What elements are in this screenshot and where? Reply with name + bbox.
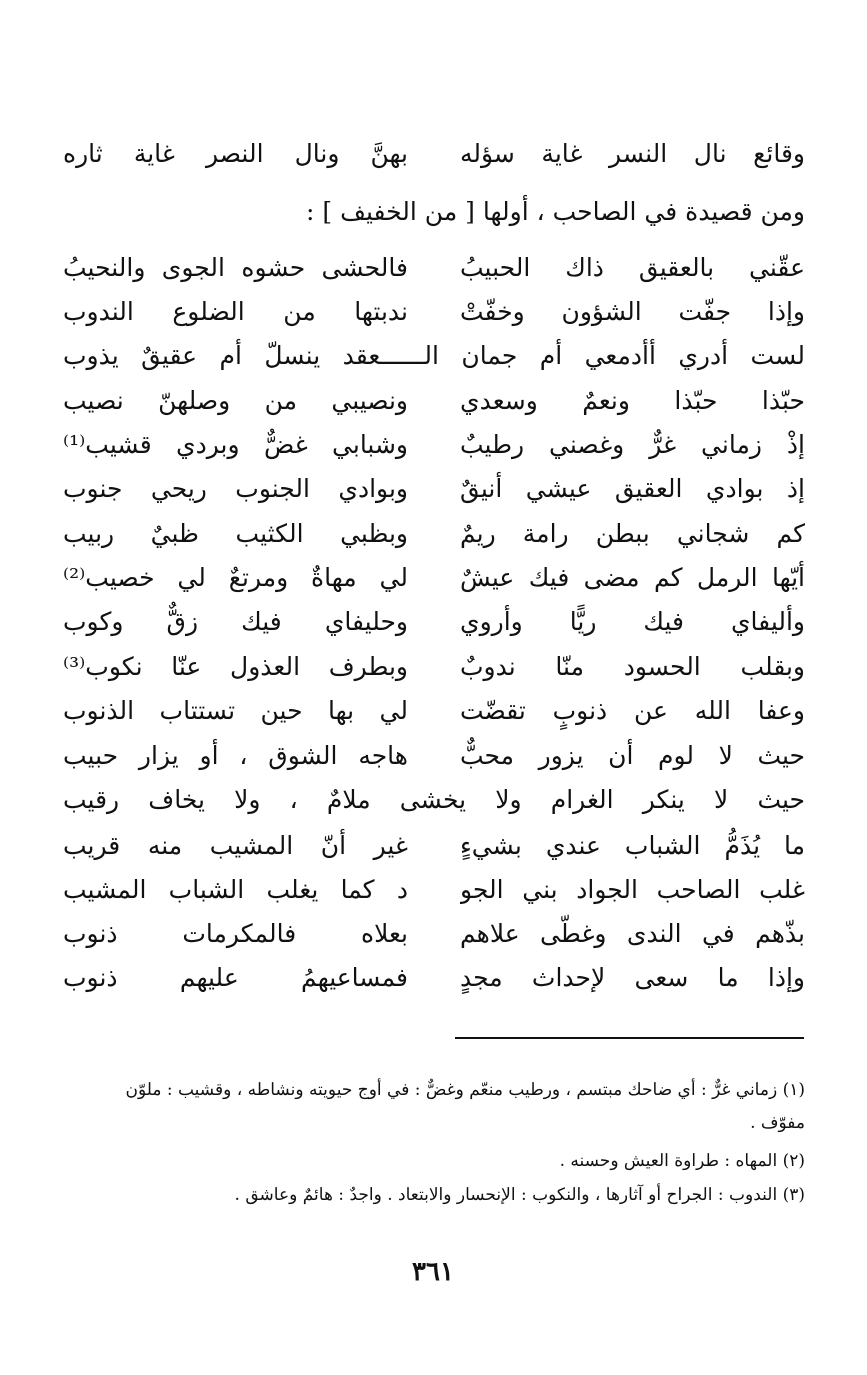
verse-first-hemistich: وبقلب الحسود منّا ندوبٌ [460,652,805,681]
poem-heading: ومن قصيدة في الصاحب ، أولها [ من الخفيف ] : [306,197,805,226]
intro-verse-first-hemistich: وقائع نال النسر غاية سؤله [460,139,805,168]
verse-second-hemistich: وبطرف العذول عنّا نكوب⁽³⁾ [63,652,408,681]
verse-first-hemistich: أيّها الرمل كم مضى فيك عيشٌ [460,563,805,592]
verse-line [63,867,805,913]
verse-line [63,466,805,512]
verse-first-hemistich: ما يُذَمُّ الشباب عندي بشيءٍ [460,831,805,860]
verse-line [63,823,805,869]
verse-line [63,733,805,779]
verse-first-hemistich: عقّني بالعقيق ذاك الحبيبُ [460,253,805,282]
verse-second-hemistich: فالحشى حشوه الجوى والنحيبُ [63,253,408,282]
footnote-1: (١) زماني غرٌّ : أي ضاحك مبتسم ، ورطيب منعّم وغضٌّ : في أوج حيويته ونشاطه ، وقشيب : ملوّن [125,1080,805,1100]
verse-first-hemistich: غلب الصاحب الجواد بني الجو [460,875,805,904]
verse-second-hemistich: وبظبي الكثيب ظبيٌ ربيب [63,519,408,548]
verse-line [63,911,805,957]
verse-line-continuous: لست أدري أأدمعي أم جمان الــــــعقد ينسلّ أم عقيقٌ يذوب [63,341,805,370]
verse-line [63,378,805,424]
verse-second-hemistich: وبوادي الجنوب ريحي جنوب [63,474,408,503]
footnote-1-continuation: مفوّف . [750,1113,805,1133]
verse-second-hemistich: فمساعيهمُ عليهم ذنوب [63,963,408,992]
verse-second-hemistich: ندبتها من الضلوع الندوب [63,297,408,326]
verse-first-hemistich: حبّذا حبّذا ونعمٌ وسعدي [460,386,805,415]
verse-second-hemistich: بعلاه فالمكرمات ذنوب [63,919,408,948]
verse-line [63,555,805,601]
verse-line [63,289,805,335]
verse-first-hemistich: إذ بوادي العقيق عيشي أنيقٌ [460,474,805,503]
intro-verse [63,131,805,177]
verse-second-hemistich: وحليفاي فيك زقٌّ وكوب [63,607,408,636]
verse-second-hemistich: لي بها حين تستتاب الذنوب [63,696,408,725]
intro-verse-second-hemistich: بهنَّ ونال النصر غاية ثاره [63,139,408,168]
verse-line [63,688,805,734]
verse-line [63,422,805,468]
verse-second-hemistich: هاجه الشوق ، أو يزار حبيب [63,741,408,770]
verse-first-hemistich: وإذا ما سعى لإحداث مجدٍ [460,963,805,992]
verse-line [63,955,805,1001]
verse-first-hemistich: إذْ زماني غرٌّ وغصني رطيبٌ [460,430,805,459]
verse-first-hemistich: وإذا جفّت الشؤون وخفّتْ [460,297,805,326]
verse-second-hemistich: غير أنّ المشيب منه قريب [63,831,408,860]
verse-second-hemistich: وشبابي غضٌّ وبردي قشيب⁽¹⁾ [63,430,408,459]
verse-first-hemistich: حيث لا لوم أن يزور محبٌّ [460,741,805,770]
verse-line [63,599,805,645]
verse-line [63,511,805,557]
verse-line [63,644,805,690]
verse-first-hemistich: وعفا الله عن ذنوبٍ تقضّت [460,696,805,725]
footnote-3: (٣) الندوب : الجراح أو آثارها ، والنكوب : الإنحسار والابتعاد . واجدٌ : هائمٌ وعاشق . [234,1185,805,1205]
verse-second-hemistich: د كما يغلب الشباب المشيب [63,875,408,904]
verse-line [63,245,805,291]
footnote-separator [455,1037,804,1039]
footnote-2: (٢) المهاه : طراوة العيش وحسنه . [559,1151,805,1171]
verse-first-hemistich: كم شجاني ببطن رامة ريمٌ [460,519,805,548]
verse-line-continuous: حيث لا ينكر الغرام ولا يخشى ملامٌ ، ولا يخاف رقيب [63,785,805,814]
verse-second-hemistich: لي مهاةٌ ومرتعٌ لي خصيب⁽²⁾ [63,563,408,592]
verse-second-hemistich: ونصيبي من وصلهنّ نصيب [63,386,408,415]
page-number: ٣٦١ [412,1257,454,1287]
verse-first-hemistich: بذّهم في الندى وغطّى علاهم [460,919,805,948]
verse-first-hemistich: وأليفاي فيك ريًّا وأروي [460,607,805,636]
